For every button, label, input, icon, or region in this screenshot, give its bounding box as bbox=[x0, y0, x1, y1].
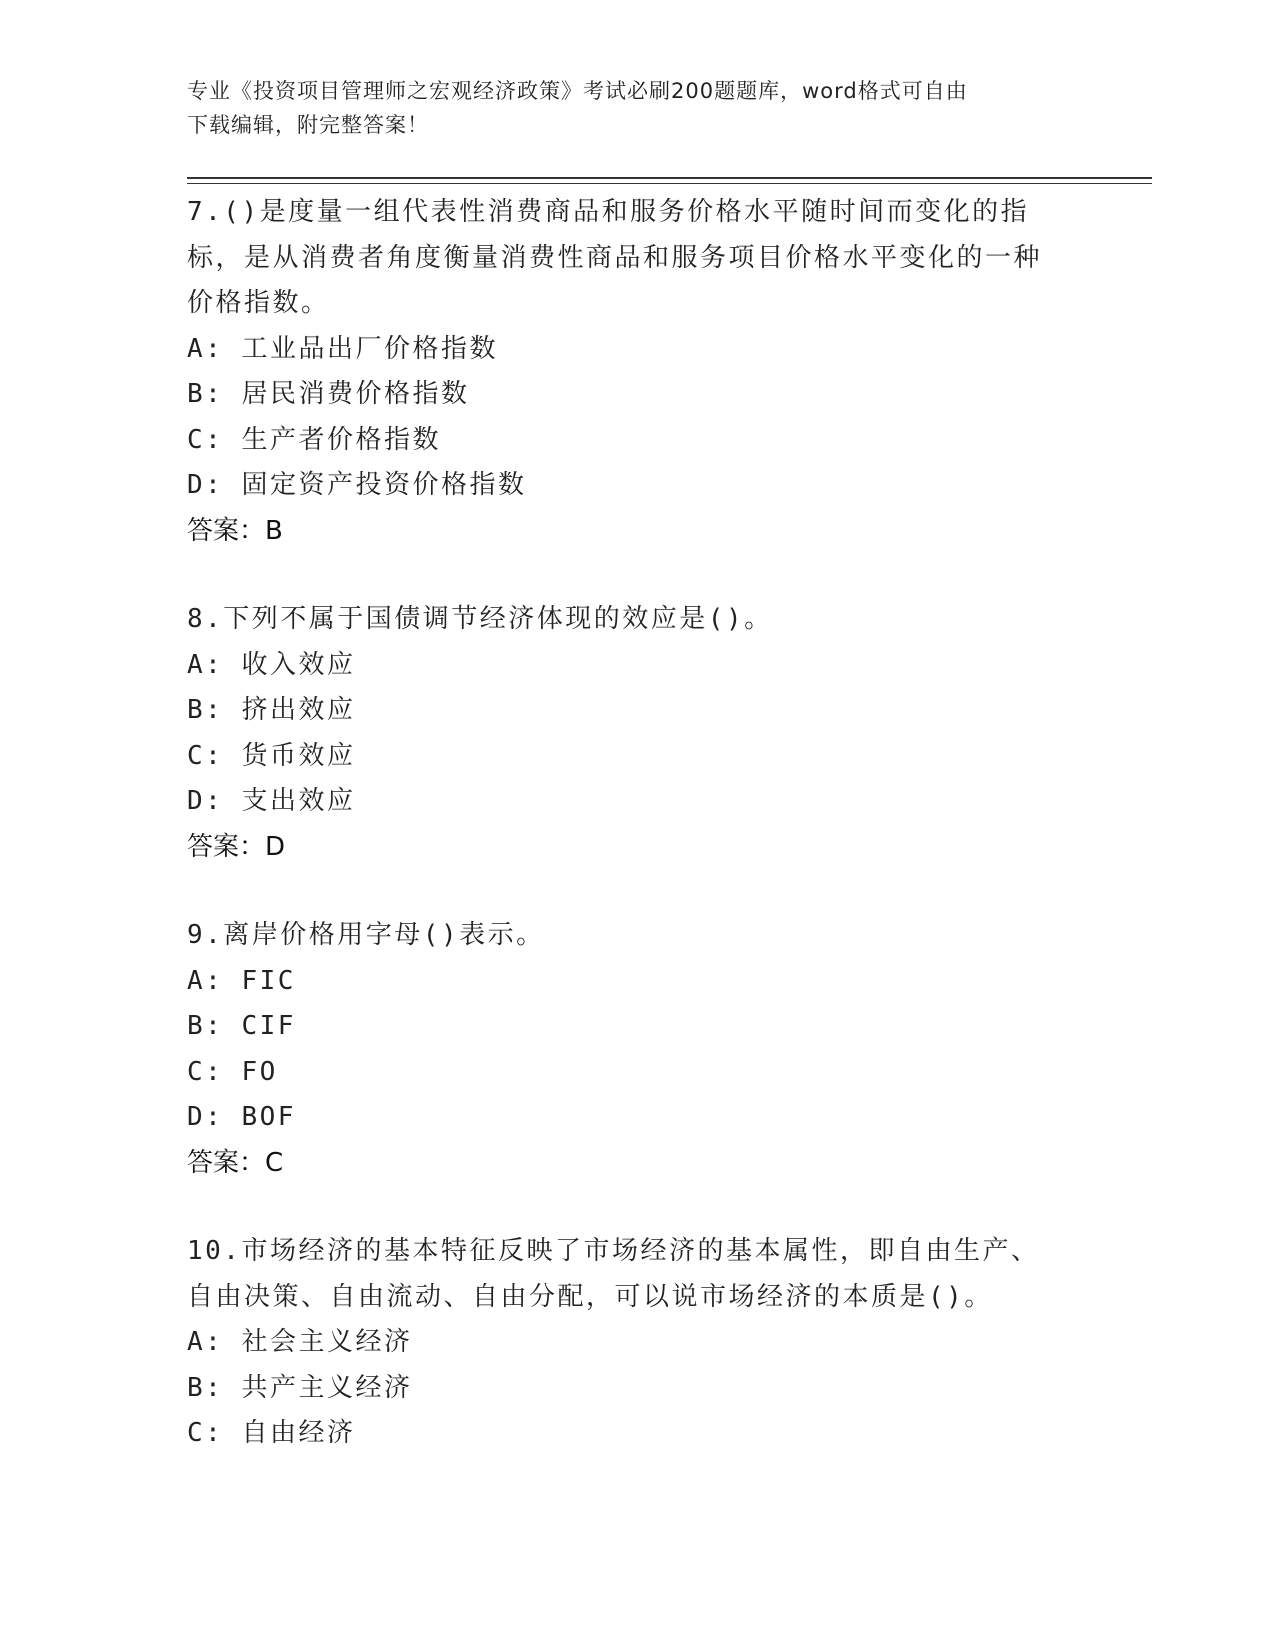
option-d: D: 支出效应 bbox=[187, 786, 356, 816]
question-8 bbox=[187, 597, 1067, 870]
option-a: A: 社会主义经济 bbox=[187, 1327, 413, 1357]
question-10 bbox=[187, 1229, 1067, 1457]
answer-label: 答案： bbox=[187, 1147, 266, 1178]
header-line-2: 下载编辑，附完整答案！ bbox=[187, 113, 429, 137]
answer-label: 答案： bbox=[187, 831, 266, 862]
answer-value: B bbox=[265, 515, 284, 546]
answer-label: 答案： bbox=[187, 515, 266, 546]
question-stem: 10.市场经济的基本特征反映了市场经济的基本属性，即自由生产、自由决策、自由流动、自由分配，可以说市场经济的本质是()。 bbox=[187, 1236, 1040, 1312]
document-header bbox=[187, 74, 1067, 142]
question-stem: 7.()是度量一组代表性消费商品和服务价格水平随时间而变化的指标，是从消费者角度衡量消费性商品和服务项目价格水平变化的一种价格指数。 bbox=[187, 197, 1043, 318]
answer-line bbox=[187, 509, 1067, 555]
question-stem: 8.下列不属于国债调节经济体现的效应是()。 bbox=[187, 604, 773, 634]
answer-line bbox=[187, 825, 1067, 871]
answer-value: D bbox=[265, 831, 287, 862]
option-c: C: 生产者价格指数 bbox=[187, 424, 441, 455]
header-divider-thin bbox=[187, 183, 1152, 184]
option-c: C: 货币效应 bbox=[187, 740, 356, 771]
answer-line bbox=[187, 1141, 1067, 1187]
question-9 bbox=[187, 913, 1067, 1186]
option-d: D: BOF bbox=[187, 1102, 296, 1132]
option-b: B: CIF bbox=[187, 1011, 296, 1041]
option-a: A: 收入效应 bbox=[187, 649, 356, 680]
question-7 bbox=[187, 190, 1067, 554]
option-c: C: FO bbox=[187, 1056, 278, 1087]
question-list bbox=[187, 190, 1067, 1500]
question-stem: 9.离岸价格用字母()表示。 bbox=[187, 920, 545, 950]
header-line-1: 专业《投资项目管理师之宏观经济政策》考试必刷200题题库，word格式可自由 bbox=[187, 79, 968, 103]
option-b: B: 共产主义经济 bbox=[187, 1372, 413, 1403]
option-c: C: 自由经济 bbox=[187, 1418, 356, 1448]
option-b: B: 居民消费价格指数 bbox=[187, 379, 470, 409]
header-divider-thick bbox=[187, 177, 1152, 179]
option-d: D: 固定资产投资价格指数 bbox=[187, 470, 527, 500]
answer-value: C bbox=[265, 1147, 285, 1178]
option-b: B: 挤出效应 bbox=[187, 695, 356, 725]
option-a: A: FIC bbox=[187, 965, 296, 996]
option-a: A: 工业品出厂价格指数 bbox=[187, 333, 498, 364]
